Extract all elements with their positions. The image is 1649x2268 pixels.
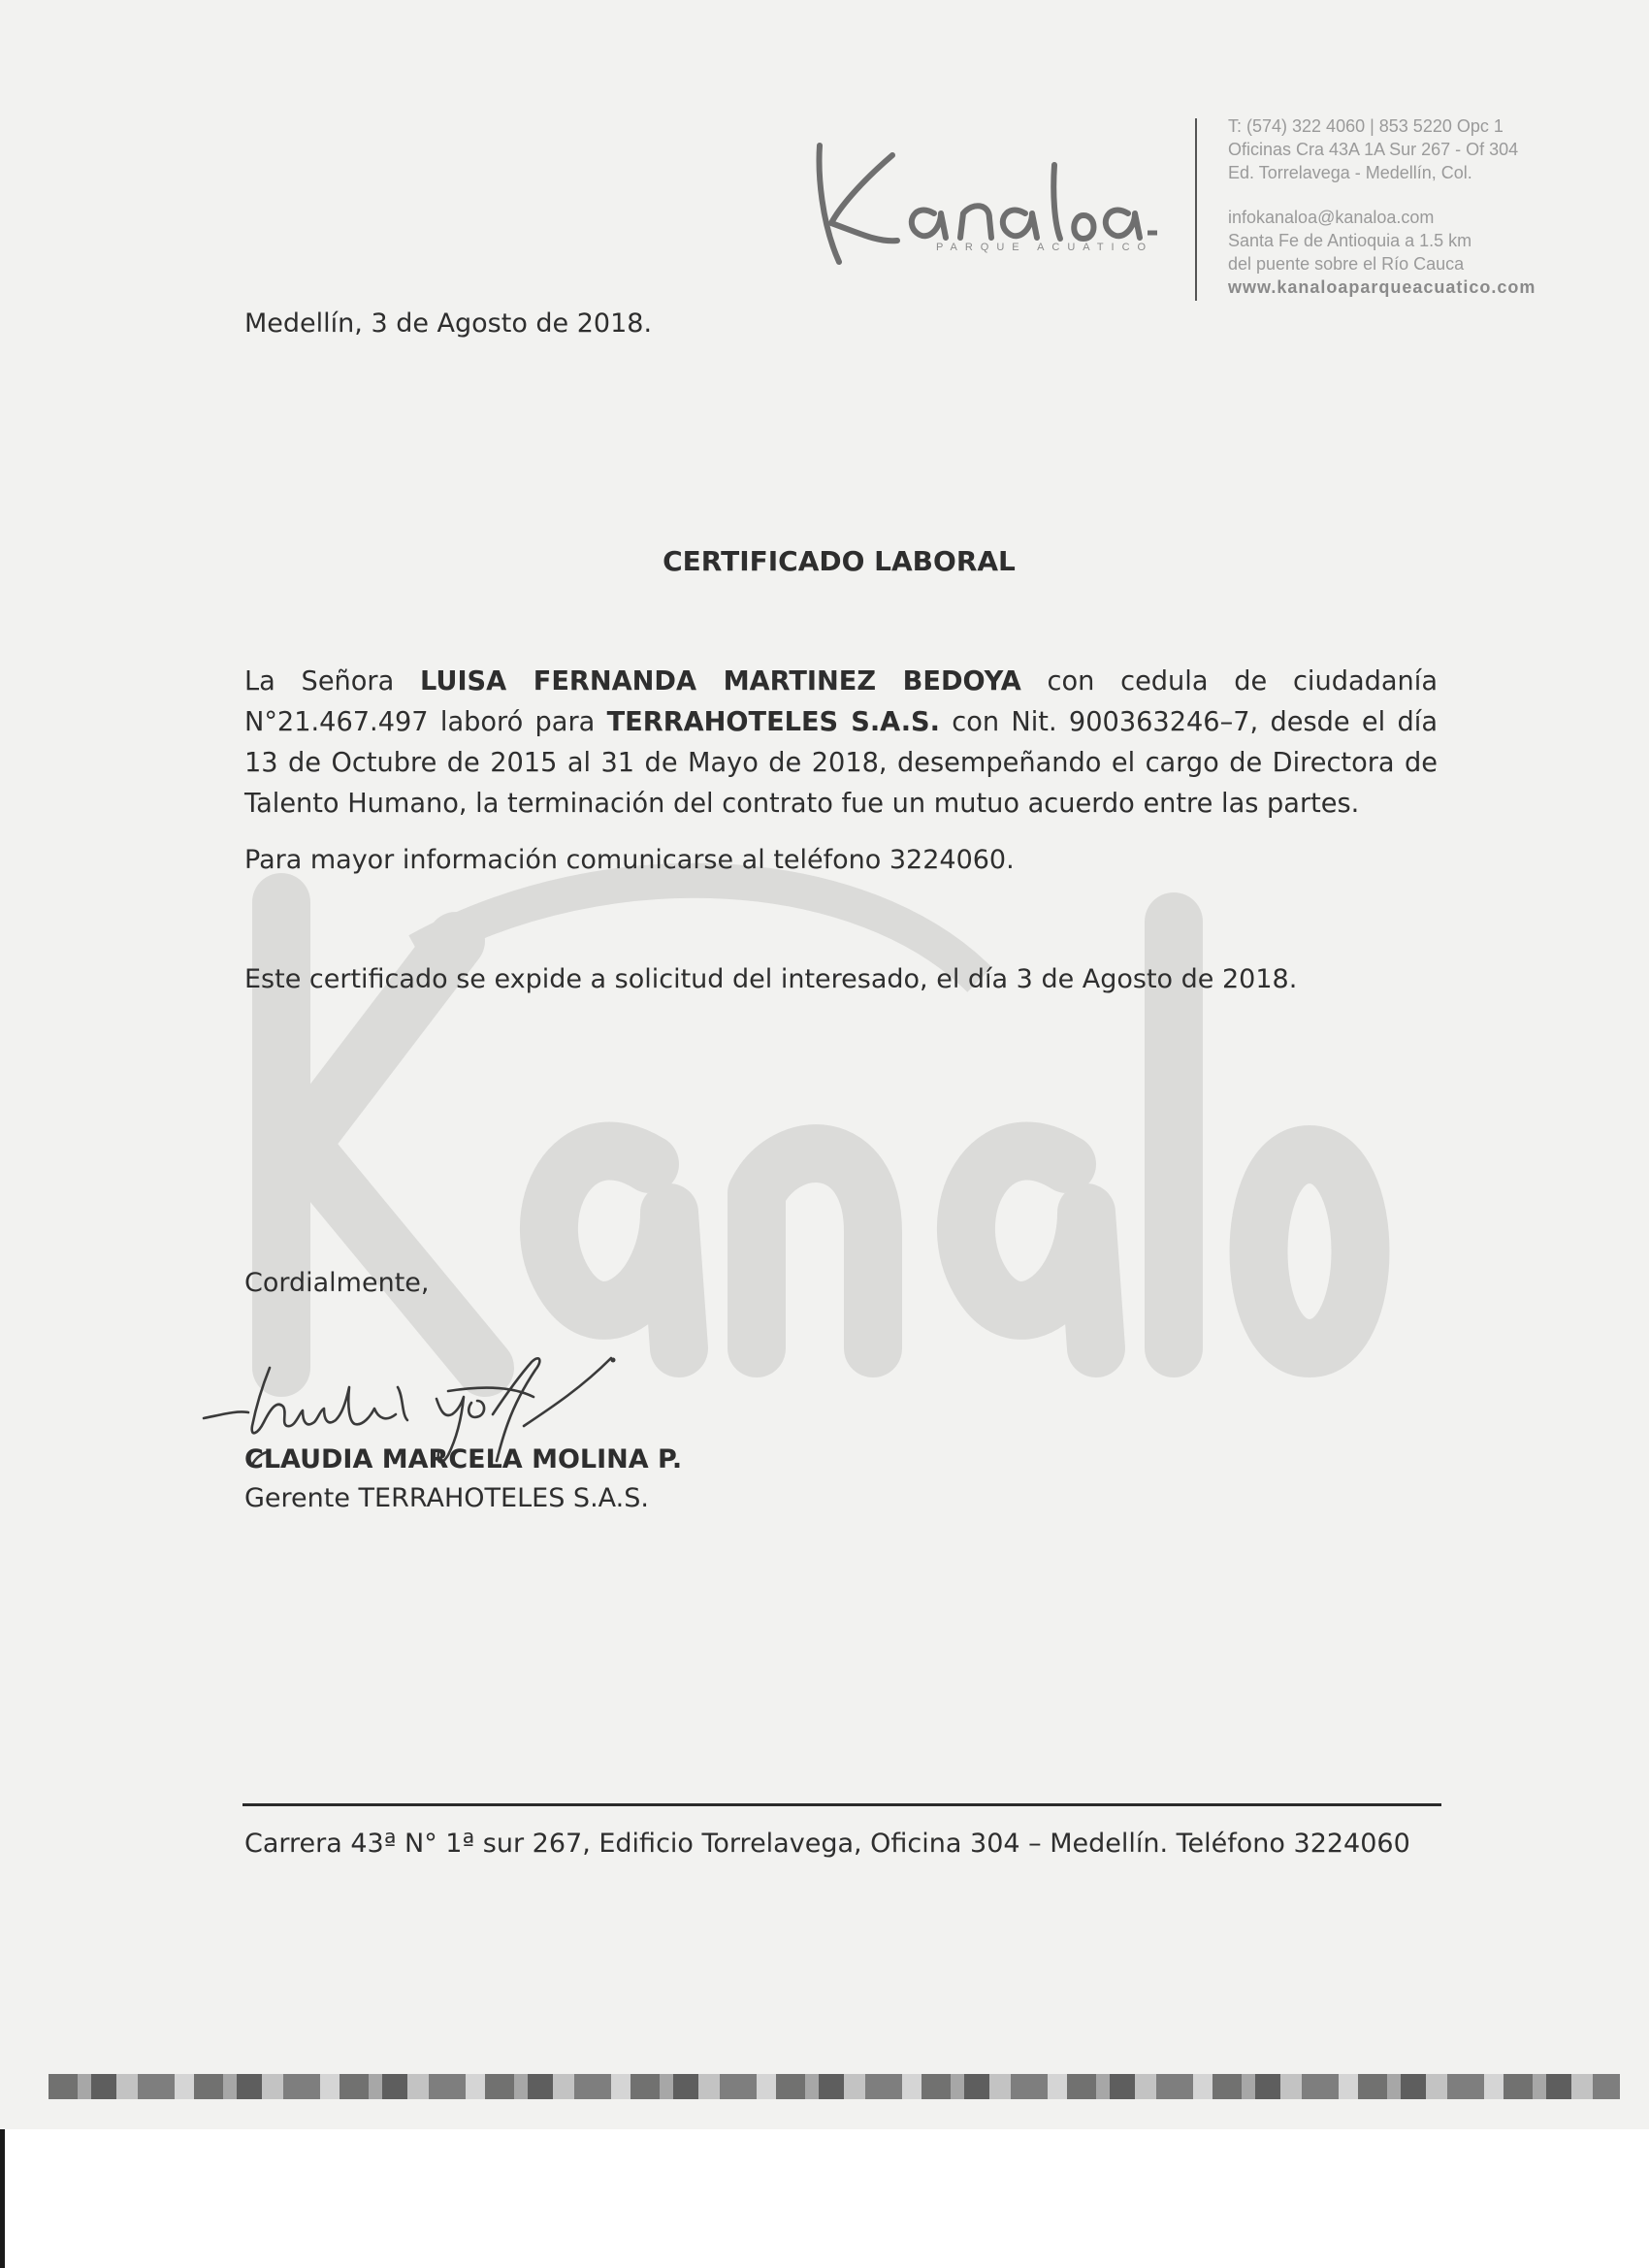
scan-edge xyxy=(0,2129,5,2268)
body-part-2: con cedula de ciudadanía N°21.467.497 laboró para xyxy=(244,666,1438,737)
kanaloa-logo xyxy=(800,116,1169,291)
letter-title: CERTIFICADO LABORAL xyxy=(663,545,1016,577)
signer-role: Gerente TERRAHOTELES S.A.S. xyxy=(244,1483,649,1513)
info-line: Para mayor información comunicarse al teléfono 3224060. xyxy=(244,845,1015,875)
scan-artifact-band xyxy=(48,2074,1620,2099)
expedition-line: Este certificado se expide a solicitud del interesado, el día 3 de Agosto de 2018. xyxy=(244,964,1298,994)
letter-date: Medellín, 3 de Agosto de 2018. xyxy=(244,308,653,339)
body-part-3: con Nit. 900363246–7, desde el día 13 de Octubre de 2015 al 31 de Mayo de 2018, desempeñando el cargo de Directora de Talento Humano, la terminación del contrato fue un mutuo acuerdo entre las partes. xyxy=(244,707,1438,819)
contact-building: Ed. Torrelavega - Medellín, Col. xyxy=(1228,163,1472,182)
company-name: TERRAHOTELES S.A.S. xyxy=(606,707,940,737)
contact-location-2: del puente sobre el Río Cauca xyxy=(1228,254,1465,274)
logo-tagline: PARQUE ACUATICO xyxy=(936,242,1154,253)
contact-email: infokanaloa@kanaloa.com xyxy=(1228,208,1435,227)
signer-name: CLAUDIA MARCELA MOLINA P. xyxy=(244,1444,683,1474)
header-divider xyxy=(1195,118,1197,301)
footer-address: Carrera 43ª N° 1ª sur 267, Edificio Torrelavega, Oficina 304 – Medellín. Teléfono 3224060 xyxy=(244,1829,1410,1859)
contact-website: www.kanaloaparqueacuatico.com xyxy=(1228,277,1536,297)
employee-name: LUISA FERNANDA MARTINEZ BEDOYA xyxy=(420,666,1021,697)
contact-block xyxy=(1228,114,1635,299)
closing-line: Cordialmente, xyxy=(244,1268,430,1298)
footer-divider xyxy=(242,1803,1441,1806)
contact-office: Oficinas Cra 43A 1A Sur 267 - Of 304 xyxy=(1228,140,1519,159)
body-part-1: La Señora xyxy=(244,666,421,697)
contact-phone: T: (574) 322 4060 | 853 5220 Opc 1 xyxy=(1228,116,1504,136)
letter-body xyxy=(244,662,1438,825)
contact-location-1: Santa Fe de Antioquia a 1.5 km xyxy=(1228,231,1472,250)
signature xyxy=(194,1329,757,1504)
